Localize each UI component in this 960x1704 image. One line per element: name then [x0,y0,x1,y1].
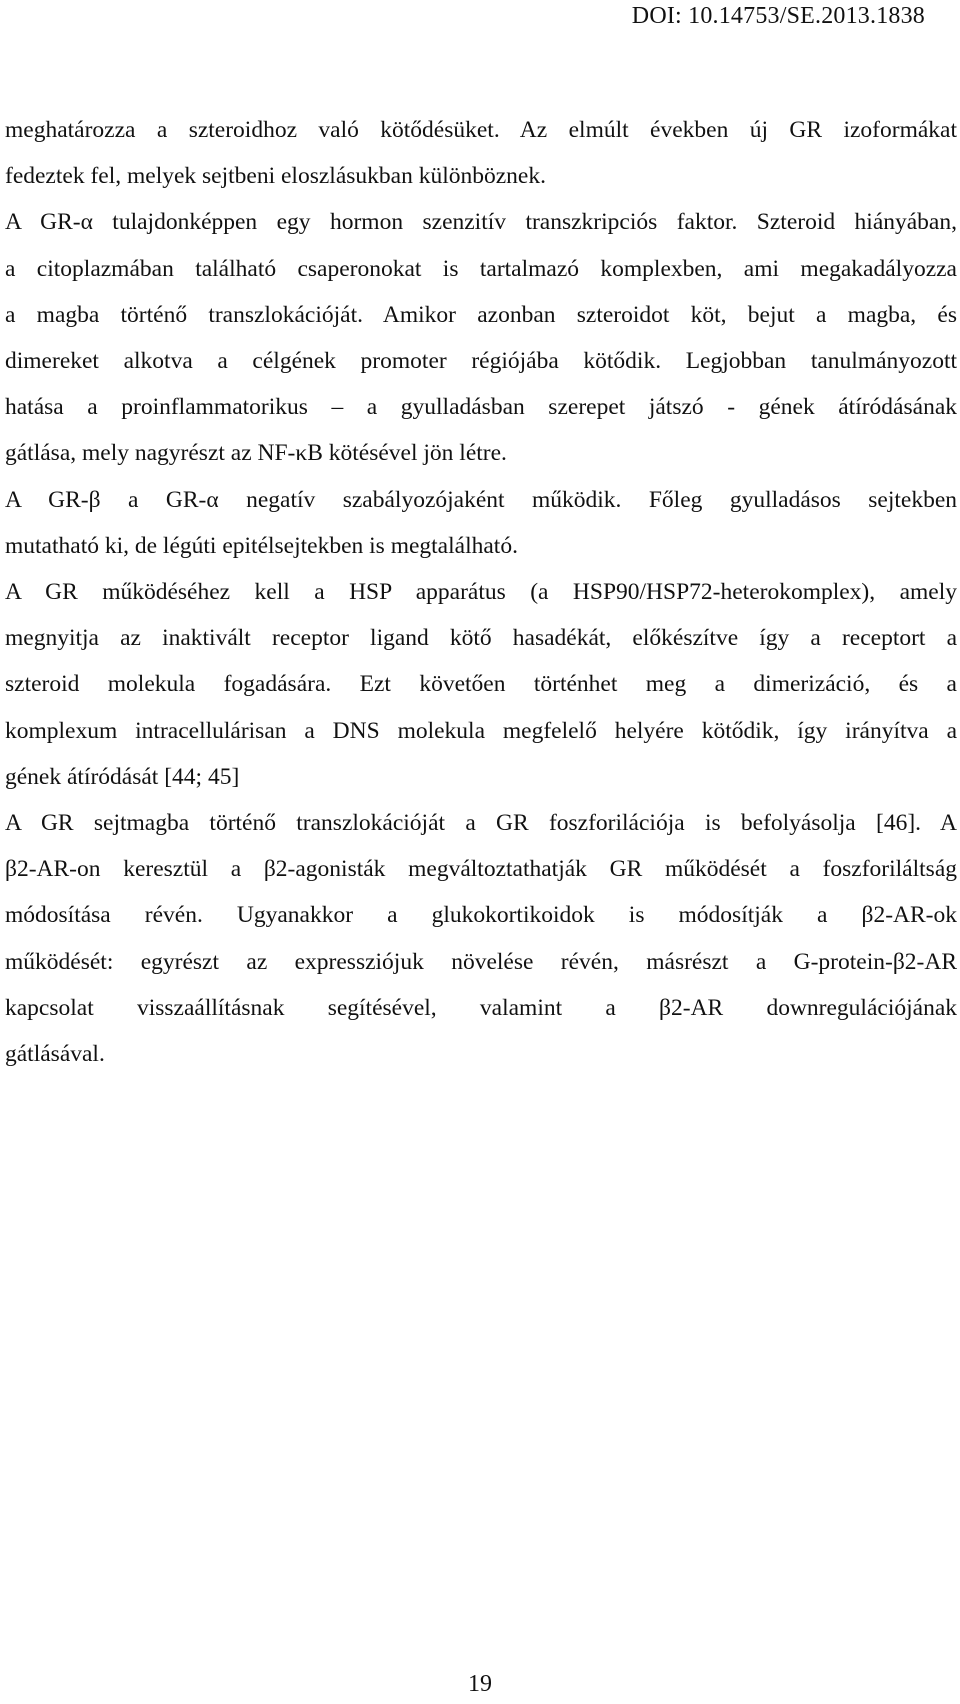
text-line: A GR-α tulajdonképpen egy hormon szenzitív transzkripciós faktor. Szteroid hiányában, [5,209,957,236]
text-line: meghatározza a szteroidhoz való kötődésüket. Az elmúlt években új GR izoformákat [5,117,957,143]
text-line: a magba történő transzlokációját. Amikor azonban szteroidot köt, bejut a magba, és [5,301,957,328]
text-line: dimereket alkotva a célgének promoter régiójába kötődik. Legjobban tanulmányozott [5,348,957,375]
text-line: gének átíródását [44; 45] [5,763,240,790]
text-line: mutatható ki, de légúti epitélsejtekben is megtalálható. [5,532,518,559]
text-line: fedeztek fel, melyek sejtbeni eloszlásukban különböznek. [5,163,546,190]
text-line: gátlása, mely nagyrészt az NF-κB kötésével jön létre. [5,440,507,467]
doi-header: DOI: 10.14753/SE.2013.1838 [631,3,925,29]
text-line: A GR sejtmagba történő transzlokációját a GR foszforilációja is befolyásolja [46]. A [5,810,957,837]
text-line: szteroid molekula fogadására. Ezt követően történhet meg a dimerizáció, és a [5,671,957,698]
text-line: β2-AR-on keresztül a β2-agonisták megváltoztathatják GR működését a foszforiláltság [5,856,957,883]
text-line: komplexum intracellulárisan a DNS molekula megfelelő helyére kötődik, így irányítva a [5,717,957,744]
text-line: a citoplazmában található csaperonokat is tartalmazó komplexben, ami megakadályozza [5,255,957,282]
text-line: hatása a proinflammatorikus – a gyulladásban szerepet játszó - gének átíródásának [5,394,957,421]
text-line: gátlásával. [5,1041,105,1068]
page-number: 19 [468,1671,492,1697]
text-line: A GR-β a GR-α negatív szabályozójaként működik. Főleg gyulladásos sejtekben [5,486,957,513]
text-line: működését: egyrészt az expressziójuk növelése révén, másrészt a G-protein-β2-AR [5,948,957,975]
text-line: kapcsolat visszaállításnak segítésével, valamint a β2-AR downregulációjának [5,994,957,1021]
text-line: módosítása révén. Ugyanakkor a glukokortikoidok is módosítják a β2-AR-ok [5,902,957,929]
body-text [5,107,957,1077]
text-line: megnyitja az inaktivált receptor ligand kötő hasadékát, előkészítve így a receptort a [5,625,957,652]
text-line: A GR működéséhez kell a HSP apparátus (a HSP90/HSP72-heterokomplex), amely [5,579,957,606]
